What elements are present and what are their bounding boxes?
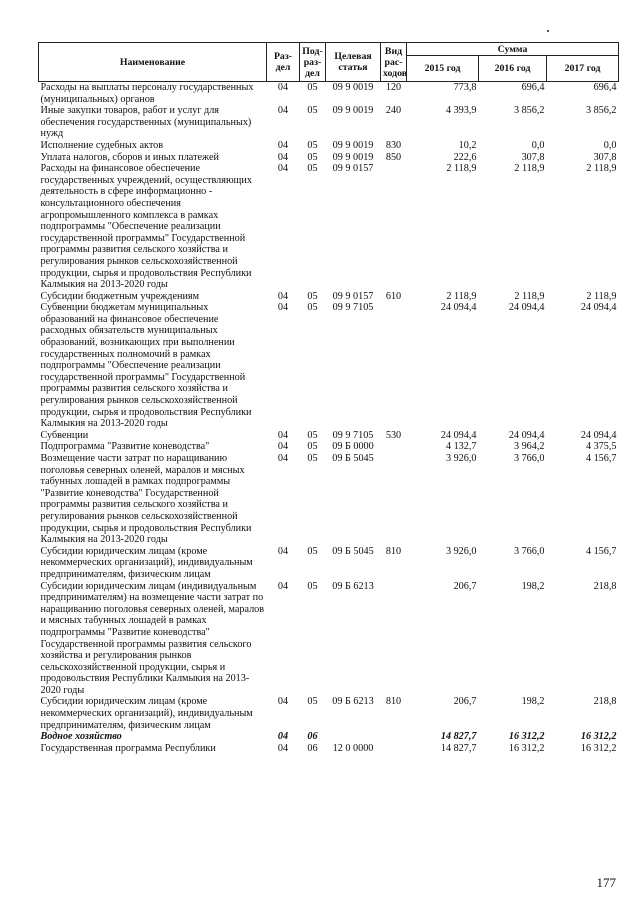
row-2016: 3 856,2 bbox=[513, 105, 545, 117]
row-razdel: 04 bbox=[277, 453, 289, 464]
row-vid: 120 bbox=[385, 82, 402, 93]
row-name: Исполнение судебных актов bbox=[40, 139, 164, 151]
row-name: Субсидии юридическим лицам (индивидуальным предпринимателям) на возмещение части затрат по наращиванию поголовья северных оленей, маралов и мясных табунных лошадей в рамках подпрограммы "Развитие коневодства" Государственной программы развития сельского хозяйства и регулирования рынков сельскохозяйственной продукции, сырья и продовольствия Республики Калмыкия на 2013-2020 годы bbox=[40, 580, 265, 696]
row-target: 09 Б 0000 bbox=[332, 441, 374, 453]
header-summa: Сумма bbox=[407, 43, 619, 56]
row-name: Субвенции бюджетам муниципальных образований на финансовое обеспечение расходных обязательств муниципальных образований, возникающих при выполнении государственных полномочий в рамках подпрограммы "Обеспечение реализации государственной программы" Государственной программы развития сельского хозяйства и регулирования рынков сельскохозяйственной продукции, сырья и продовольствия Республики Калмыкия на 2013-2020 годы bbox=[40, 302, 252, 430]
row-2015: 4 393,9 bbox=[445, 105, 477, 117]
header-name: Наименование bbox=[39, 43, 267, 82]
row-target: 09 9 0157 bbox=[332, 290, 374, 302]
row-vid bbox=[381, 743, 407, 755]
row-razdel: 04 bbox=[277, 429, 289, 441]
row-vid bbox=[381, 731, 407, 743]
row-2016: 0,0 bbox=[531, 139, 545, 151]
table-row bbox=[39, 731, 619, 743]
table-row bbox=[39, 302, 619, 430]
row-name: Субвенции bbox=[40, 429, 89, 441]
budget-table-page bbox=[38, 42, 618, 754]
row-razdel: 04 bbox=[277, 696, 289, 708]
row-razdel: 04 bbox=[277, 545, 289, 557]
row-2016: 3 766,0 bbox=[513, 545, 545, 557]
row-2015: 24 094,4 bbox=[440, 429, 477, 441]
row-2017: 24 094,4 bbox=[580, 429, 617, 441]
row-razdel: 04 bbox=[277, 105, 289, 117]
row-name: Возмещение части затрат по наращиванию поголовья северных оленей, маралов и мясных табунных лошадей в рамках подпрограммы "Развитие коневодства" Государственной программы развития сельского хозяйства и регулирования рынков сельскохозяйственной продукции, сырья и продовольствия Республики Калмыкия на 2013-2020 годы bbox=[40, 453, 252, 546]
row-name: Субсидии бюджетным учреждениям bbox=[40, 290, 200, 302]
row-target: 09 Б 5045 bbox=[332, 545, 374, 557]
page-number: 177 bbox=[596, 875, 616, 890]
row-target: 09 9 7105 bbox=[332, 429, 374, 441]
row-2016: 3 766,0 bbox=[513, 453, 545, 464]
row-2015: 2 118,9 bbox=[446, 163, 477, 175]
row-name: Иные закупки товаров, работ и услуг для обеспечения государственных (муниципальных) нужд bbox=[40, 105, 252, 140]
row-vid bbox=[381, 453, 407, 546]
table-row bbox=[39, 546, 619, 581]
row-vid bbox=[381, 302, 407, 430]
row-razdel: 04 bbox=[277, 302, 289, 314]
row-2015: 3 926,0 bbox=[445, 453, 477, 464]
row-name: Субсидии юридическим лицам (кроме некоммерческих организаций), индивидуальным предпринимателям, физическим лицам bbox=[40, 545, 253, 580]
row-2016: 24 094,4 bbox=[508, 429, 545, 441]
row-name: Уплата налогов, сборов и иных платежей bbox=[40, 151, 219, 163]
row-2017: 4 375,5 bbox=[585, 441, 617, 453]
row-razdel: 04 bbox=[277, 82, 289, 93]
row-2017: 307,8 bbox=[593, 151, 617, 163]
row-name: Подпрограмма "Развитие коневодства" bbox=[40, 441, 210, 453]
row-2016: 2 118,9 bbox=[514, 290, 545, 302]
row-2015: 773,8 bbox=[453, 82, 477, 93]
row-vid: 530 bbox=[385, 429, 402, 441]
row-2015: 206,7 bbox=[453, 580, 477, 592]
row-name: Расходы на финансовое обеспечение государственных учреждений, осуществляющих деятельность в сфере информационно - консультационного обеспечения агропромышленного комплекса в рамках подпрограммы "Обеспечение реализации государственной программы" Государственной программы развития сельского хозяйства и регулирования рынков сельскохозяйственной продукции, сырья и продовольствия Республики Калмыкия на 2013-2020 годы bbox=[40, 163, 252, 291]
row-2017: 4 156,7 bbox=[585, 453, 617, 464]
row-vid bbox=[381, 163, 407, 291]
row-podrazdel: 05 bbox=[307, 696, 318, 708]
row-target: 12 0 0000 bbox=[332, 742, 374, 754]
row-podrazdel: 05 bbox=[307, 302, 318, 314]
row-podrazdel: 06 bbox=[307, 742, 318, 754]
row-target: 09 9 7105 bbox=[332, 302, 374, 314]
row-razdel: 04 bbox=[277, 163, 289, 175]
row-2016: 16 312,2 bbox=[508, 731, 545, 743]
row-2017: 24 094,4 bbox=[580, 302, 617, 314]
row-podrazdel: 05 bbox=[307, 163, 318, 175]
row-target: 09 Б 5045 bbox=[332, 453, 374, 464]
header-target: Целевая статья bbox=[326, 43, 381, 82]
table-row bbox=[39, 152, 619, 164]
row-2017: 696,4 bbox=[593, 82, 617, 93]
table-row bbox=[39, 430, 619, 442]
row-target: 09 9 0019 bbox=[332, 139, 374, 151]
row-target: 09 9 0019 bbox=[332, 105, 374, 117]
table-row bbox=[39, 105, 619, 140]
table-row bbox=[39, 291, 619, 303]
row-podrazdel: 05 bbox=[307, 151, 318, 163]
row-podrazdel: 05 bbox=[307, 82, 318, 93]
row-podrazdel: 05 bbox=[307, 139, 318, 151]
row-target: 09 Б 6213 bbox=[332, 580, 374, 592]
row-2017: 0,0 bbox=[603, 139, 617, 151]
row-2016: 2 118,9 bbox=[514, 163, 545, 175]
row-2017: 16 312,2 bbox=[580, 742, 617, 754]
row-razdel: 04 bbox=[277, 139, 289, 151]
table-row bbox=[39, 441, 619, 453]
table-row bbox=[39, 140, 619, 152]
header-2016: 2016 год bbox=[479, 56, 547, 82]
row-target: 09 Б 6213 bbox=[332, 696, 374, 708]
header-2015: 2015 год bbox=[407, 56, 479, 82]
row-target bbox=[326, 731, 381, 743]
table-row bbox=[39, 82, 619, 106]
row-2015: 222,6 bbox=[453, 151, 477, 163]
row-vid bbox=[381, 581, 407, 697]
row-podrazdel: 06 bbox=[307, 731, 318, 743]
row-podrazdel: 05 bbox=[307, 441, 318, 453]
budget-table bbox=[38, 42, 619, 754]
row-2017: 3 856,2 bbox=[585, 105, 617, 117]
row-2015: 14 827,7 bbox=[440, 731, 477, 743]
header-razdel: Раз-дел bbox=[267, 43, 300, 82]
row-target: 09 9 0019 bbox=[332, 82, 374, 93]
row-2016: 198,2 bbox=[521, 580, 545, 592]
row-name: Субсидии юридическим лицам (кроме некоммерческих организаций), индивидуальным предпринимателям, физическим лицам bbox=[40, 696, 253, 731]
row-2017: 2 118,9 bbox=[586, 290, 617, 302]
table-row bbox=[39, 581, 619, 697]
row-2015: 206,7 bbox=[453, 696, 477, 708]
scan-speck bbox=[547, 30, 549, 32]
row-podrazdel: 05 bbox=[307, 429, 318, 441]
row-target: 09 9 0157 bbox=[332, 163, 374, 175]
row-2016: 696,4 bbox=[521, 82, 545, 93]
table-row bbox=[39, 743, 619, 755]
row-2015: 3 926,0 bbox=[445, 545, 477, 557]
row-2016: 307,8 bbox=[521, 151, 545, 163]
table-row bbox=[39, 453, 619, 546]
row-razdel: 04 bbox=[277, 742, 289, 754]
table-body bbox=[39, 82, 619, 755]
row-vid: 850 bbox=[385, 151, 402, 163]
row-2017: 16 312,2 bbox=[580, 731, 617, 743]
row-razdel: 04 bbox=[277, 290, 289, 302]
row-2015: 4 132,7 bbox=[445, 441, 477, 453]
row-podrazdel: 05 bbox=[307, 580, 318, 592]
row-2015: 24 094,4 bbox=[440, 302, 477, 314]
row-podrazdel: 05 bbox=[307, 453, 318, 464]
row-2016: 16 312,2 bbox=[508, 742, 545, 754]
table-row bbox=[39, 163, 619, 291]
row-podrazdel: 05 bbox=[307, 545, 318, 557]
row-2017: 218,8 bbox=[593, 580, 617, 592]
row-2016: 24 094,4 bbox=[508, 302, 545, 314]
row-2015: 10,2 bbox=[458, 139, 477, 151]
table-row bbox=[39, 696, 619, 731]
row-name: Государственная программа Республики bbox=[40, 742, 216, 754]
row-2016: 3 964,2 bbox=[513, 441, 545, 453]
row-2015: 14 827,7 bbox=[440, 742, 477, 754]
row-podrazdel: 05 bbox=[307, 290, 318, 302]
row-2017: 218,8 bbox=[593, 696, 617, 708]
row-vid: 240 bbox=[385, 105, 402, 117]
row-vid: 810 bbox=[385, 545, 402, 557]
row-name: Водное хозяйство bbox=[40, 731, 122, 743]
row-vid: 830 bbox=[385, 139, 402, 151]
row-target: 09 9 0019 bbox=[332, 151, 374, 163]
row-2017: 2 118,9 bbox=[586, 163, 617, 175]
row-vid bbox=[381, 441, 407, 453]
row-2016: 198,2 bbox=[521, 696, 545, 708]
row-razdel: 04 bbox=[277, 151, 289, 163]
row-podrazdel: 05 bbox=[307, 105, 318, 117]
row-razdel: 04 bbox=[277, 580, 289, 592]
row-2015: 2 118,9 bbox=[446, 290, 477, 302]
header-2017: 2017 год bbox=[547, 56, 619, 82]
header-podrazdel: Под-раз-дел bbox=[300, 43, 326, 82]
row-razdel: 04 bbox=[277, 731, 289, 743]
header-vid: Вид рас-ходов bbox=[381, 43, 407, 82]
row-razdel: 04 bbox=[277, 441, 289, 453]
row-name: Расходы на выплаты персоналу государственных (муниципальных) органов bbox=[40, 82, 254, 105]
row-vid: 810 bbox=[385, 696, 402, 708]
row-vid: 610 bbox=[385, 290, 402, 302]
row-2017: 4 156,7 bbox=[585, 545, 617, 557]
